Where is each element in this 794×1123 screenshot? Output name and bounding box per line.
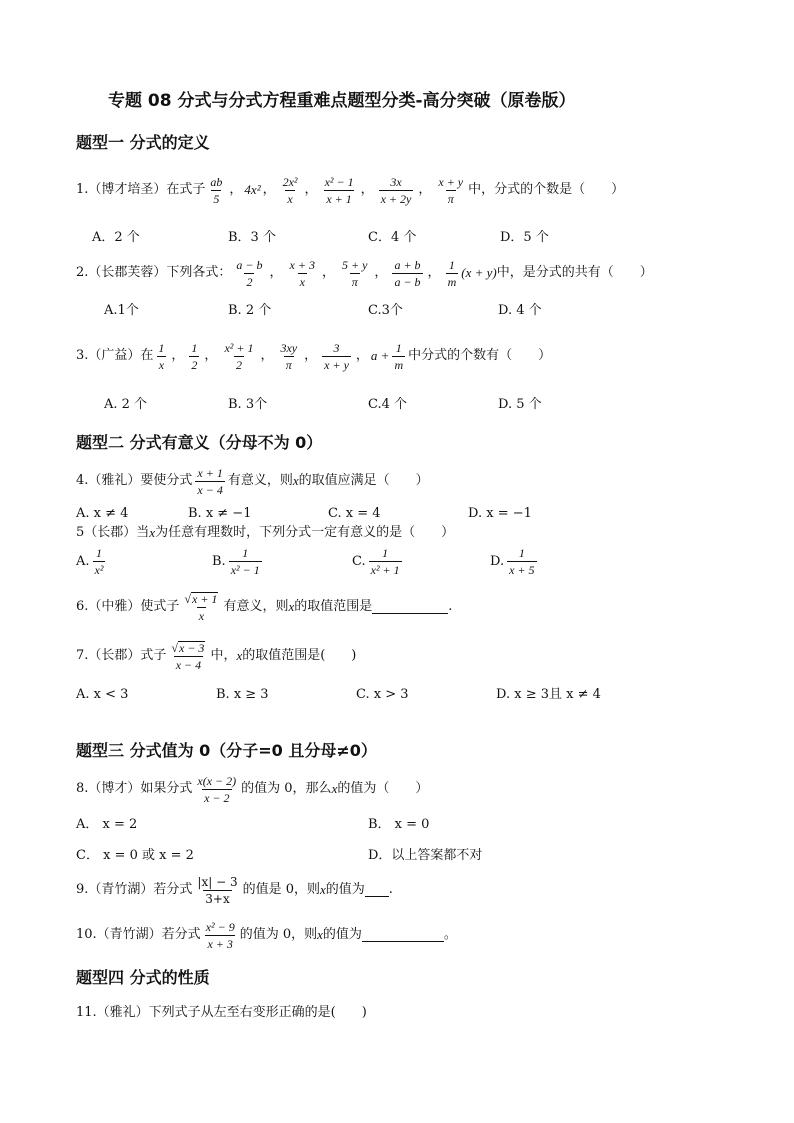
section-heading-4: 题型四 分式的性质 [76,968,210,987]
q4-option-b: B. x ≠ −1 [188,506,252,521]
q3-fraction-1: $\frac{1}{x}$ [158,340,165,372]
q2-fraction-1: $\frac{a - b}{2}$ [236,257,263,289]
q3-fraction-5: $\frac{3}{x + y}$ [324,340,349,372]
q3-option-b: B. 3个 [228,397,268,412]
q8-option-c: C． x = 0 或 x = 2 [76,848,194,863]
q10-mid: 的值为 0，则 [239,927,318,942]
q3-suffix: 中分式的个数有（ ） [408,348,552,363]
q7-suffix: 的取值范围是( ) [242,648,357,663]
q7-prefix: 7.（长郡）式子 [76,648,167,663]
q3-fraction-3: $\frac{\text{x² + 1}}{2}$ [224,340,254,372]
q9-mid: 的值是 0，则 [242,882,320,897]
q1-fraction-3: $\frac{\text{2x²}}{x}$ [282,174,298,206]
q2-option-a: A.1个 [104,303,139,318]
q1-option-a: A．2 个 [92,230,140,245]
q2-term-5: (x + y) [461,265,497,280]
q1-suffix: 中，分式的个数是（ ） [468,182,625,197]
q3-option-a: A. 2 个 [104,397,148,412]
q7-option-d: D. x ≥ 3且 x ≠ 4 [496,687,601,702]
q2-fraction-5: $\frac{1}{m}$ [447,257,457,289]
section-heading-3: 题型三 分式值为 0（分子=0 且分母≠0） [76,741,377,760]
q3-term-6: a + [370,348,390,363]
q6-fraction: √ x + 1 x [184,592,218,623]
q5-text-2: 为任意有理数时，下列分式一定有意义的是（ ） [155,525,455,540]
q8-option-a: A． x = 2 [76,817,138,832]
q5-option-b: B. $\frac{1}{\text{x² − 1}}$ [212,546,260,577]
q4-fraction: $\frac{x + 1}{x - 4}$ [197,465,223,497]
q10-answer-blank[interactable] [362,929,444,942]
section-heading-2: 题型二 分式有意义（分母不为 0） [76,433,323,452]
q10-fraction: $\frac{\text{x² − 9}}{x + 3}$ [205,919,235,951]
q4-mid: 有意义，则 [227,473,293,488]
question-5 [76,523,454,543]
q8-mid: 的值为 0，那么 [241,781,332,796]
q7-option-a: A. x < 3 [76,687,129,702]
q3-option-d: D. 5 个 [498,397,542,412]
q4-option-d: D. x = −1 [468,506,532,521]
q7-option-b: B. x ≥ 3 [216,687,269,702]
q3-fraction-6: $\frac{1}{m}$ [394,340,404,372]
q7-var: x [236,648,243,663]
q10-prefix: 10.（青竹湖）若分式 [76,927,201,942]
q8-var: x [331,781,338,796]
q8-prefix: 8.（博才）如果分式 [76,781,193,796]
q7-mid: 中， [210,648,237,663]
q6-mid: 有意义，则 [223,599,289,614]
q6-suffix: 的取值范围是 [294,599,373,614]
q6-answer-blank[interactable] [372,601,448,614]
q2-fraction-4: $\frac{a + b}{a - b}$ [394,257,421,289]
question-2: 2.（长郡芙蓉）下列各式： $\frac{a - b}{2}$ ， $\frac{x + 3}{x}$ ， $\frac{5 + y}{\pi}$ ， $\frac{a + b}{a - b}$ ， $\frac{1}{m}$ (x + y) 中，是分式的共有（ ） [76,257,653,289]
q3-fraction-4: $\frac{3xy}{\pi}$ [280,340,298,372]
q8-fraction: $\frac{x(x - 2)}{x - 2}$ [197,773,237,805]
question-1: 1.（博才培圣）在式子 $\frac{ab}{5}$ ， 4x² ， $\frac{\text{2x²}}{x}$ ， $\frac{\text{x² − 1}}{x + 1}$ ， $\frac{3x}{x + 2y}$ ， $\frac{x + y}{\pi}$ 中，分式的个数是（ ） [76,174,625,206]
q2-suffix: 中，是分式的共有（ ） [496,265,653,280]
q1-option-c: C．4 个 [368,230,417,245]
page-title: 专题 08 分式与分式方程重难点题型分类-高分突破（原卷版） [108,91,576,111]
q9-prefix: 9.（青竹湖）若分式 [76,882,193,897]
q3-fraction-2: $\frac{1}{2}$ [191,340,198,372]
question-7 [76,636,356,676]
q2-fraction-3: $\frac{5 + y}{\pi}$ [341,257,368,289]
question-4 [76,461,429,501]
question-8 [76,769,428,809]
question-6: 6.（中雅）使式子 √ x + 1 x 有意义，则 x 的取值范围是 . [76,592,453,623]
q7-option-c: C. x > 3 [356,687,409,702]
q3-prefix: 3.（广益）在 [76,348,154,363]
q5-option-d: D. $\frac{1}{x + 5}$ [490,546,535,577]
q2-option-d: D. 4 个 [498,303,542,318]
q1-option-b: B．3 个 [228,230,276,245]
q6-prefix: 6.（中雅）使式子 [76,599,180,614]
q9-answer-blank[interactable] [365,884,389,897]
q6-var: x [288,599,295,614]
q8-suffix: 的值为（ ） [337,781,429,796]
q4-prefix: 4.（雅礼）要使分式 [76,473,193,488]
q1-option-d: D．5 个 [500,230,549,245]
q1-fraction-4: $\frac{\text{x² − 1}}{x + 1}$ [324,174,354,206]
q9-fraction: $\frac{|x| - 3}{3+x}$ [197,874,238,906]
section-heading-1: 题型一 分式的定义 [76,133,210,152]
q5-option-a: A. $\frac{1}{\text{x²}}$ [76,546,104,577]
q1-fraction-5: $\frac{3x}{x + 2y}$ [380,174,412,206]
q10-suffix: 的值为 [322,927,362,942]
q5-text-1: 5（长郡）当 [76,525,150,540]
q2-option-b: B. 2 个 [228,303,272,318]
q1-fraction-6: $\frac{x + y}{\pi}$ [438,174,464,206]
q8-option-d: D．以上答案都不对 [368,848,483,863]
q4-var: x [292,473,299,488]
question-11: 11.（雅礼）下列式子从左至右变形正确的是( ) [76,1005,367,1020]
q1-prefix: 1.（博才培圣）在式子 [76,182,206,197]
q5-var: x [149,525,156,540]
q8-option-b: B． x = 0 [368,817,430,832]
q4-option-c: C. x = 4 [328,506,381,521]
q5-option-c: C. $\frac{1}{\text{x² + 1}}$ [352,546,400,577]
q3-option-c: C.4 个 [368,397,408,412]
q7-fraction: √ x − 3 x − 4 [171,641,205,672]
q2-prefix: 2.（长郡芙蓉）下列各式： [76,265,232,280]
q2-fraction-2: $\frac{x + 3}{x}$ [289,257,315,289]
q4-suffix: 的取值应满足（ ） [298,473,429,488]
question-10: 10.（青竹湖）若分式 $\frac{\text{x² − 9}}{x + 3}$ 的值为 0，则 x 的值为 。 [76,919,457,951]
q2-option-c: C.3个 [368,303,403,318]
q1-fraction-1: $\frac{ab}{5}$ [210,174,223,206]
q10-var: x [317,927,323,942]
q1-term-2: 4x² [244,182,261,197]
q4-option-a: A. x ≠ 4 [76,506,129,521]
question-3: 3.（广益）在 $\frac{1}{x}$ ， $\frac{1}{2}$ ， $\frac{\text{x² + 1}}{2}$ ， $\frac{3xy}{\pi}$ ， $\frac{3}{x + y}$ ， a + $\frac{1}{m}$ 中分式的个数有（ ） [76,340,552,372]
q9-suffix: 的值为 [325,882,365,897]
question-9: 9.（青竹湖）若分式 $\frac{|x| - 3}{3+x}$ 的值是 0，则 x 的值为 . [76,874,393,906]
q9-var: x [319,882,326,897]
